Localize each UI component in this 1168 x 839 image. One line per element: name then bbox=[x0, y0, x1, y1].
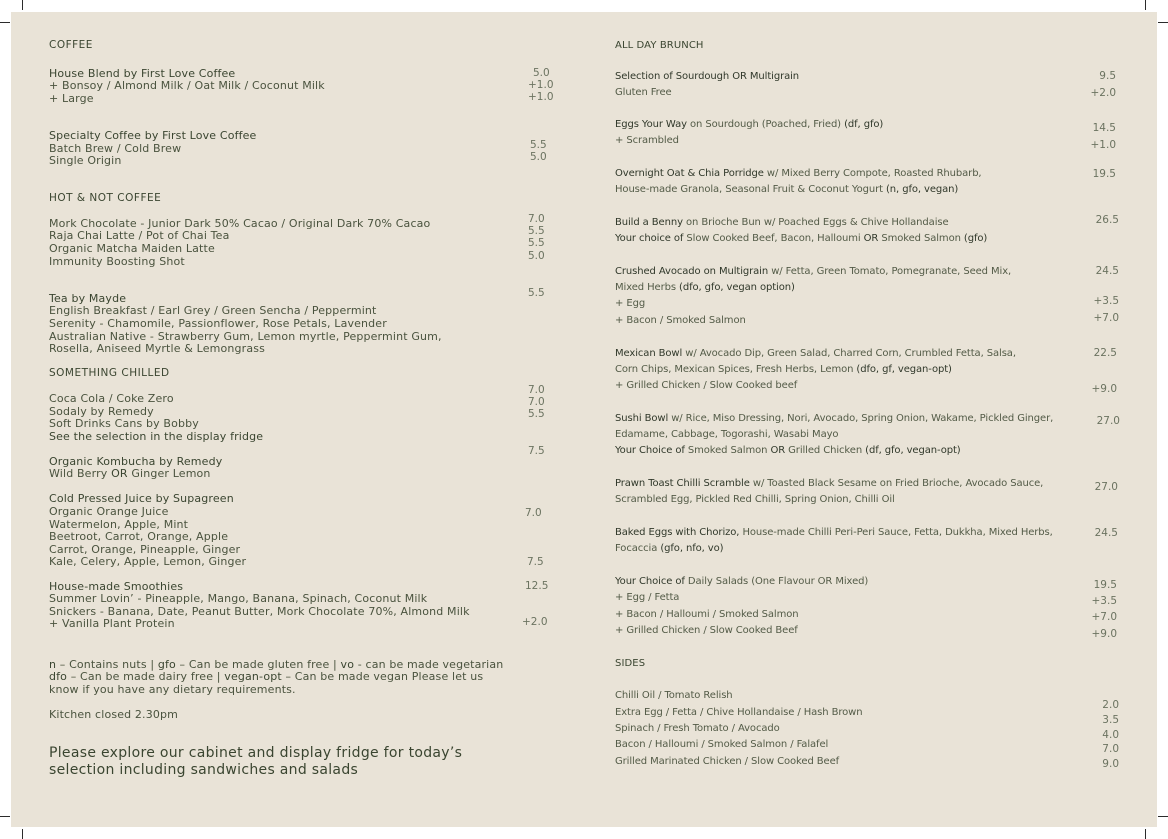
juice-price: 7.5 bbox=[527, 556, 544, 568]
eggs-scrambled: + Scrambled bbox=[615, 135, 679, 146]
juice-item: Kale, Celery, Apple, Lemon, Ginger bbox=[49, 555, 247, 568]
baked-eggs-line1: Baked Eggs with Chorizo, House-made Chilli Peri-Peri Sauce, Fetta, Dukkha, Mixed Herbs, bbox=[615, 527, 1053, 538]
house-blend-large: + Large bbox=[49, 92, 94, 105]
kombucha-title: Organic Kombucha by Remedy bbox=[49, 455, 223, 468]
salad-price: 19.5 bbox=[1093, 579, 1117, 591]
crop-mark bbox=[1145, 829, 1146, 839]
hot-price: 5.5 bbox=[528, 237, 545, 249]
benny-line2: Your choice of Slow Cooked Beef, Bacon, Halloumi OR Smoked Salmon (gfo) bbox=[615, 233, 988, 244]
side-item: Extra Egg / Fetta / Chive Hollandaise / Hash Brown bbox=[615, 707, 863, 718]
tea-price: 5.5 bbox=[528, 287, 545, 299]
mexican-addon: + Grilled Chicken / Slow Cooked beef bbox=[615, 380, 798, 391]
juice-item: Beetroot, Carrot, Orange, Apple bbox=[49, 530, 229, 543]
house-blend-title: House Blend by First Love Coffee bbox=[49, 67, 236, 80]
chilled-heading: SOMETHING CHILLED bbox=[49, 367, 170, 379]
mexican-addon-price: +9.0 bbox=[1091, 383, 1117, 395]
chilled-item: Coca Cola / Coke Zero bbox=[49, 392, 174, 405]
chilled-price: 7.0 bbox=[528, 396, 545, 408]
smoothie-price: 12.5 bbox=[525, 580, 549, 592]
juice-item: Watermelon, Apple, Mint bbox=[49, 518, 189, 531]
kombucha-flavours: Wild Berry OR Ginger Lemon bbox=[49, 467, 211, 480]
crop-mark bbox=[1158, 22, 1168, 23]
dietary-legend-line1: n – Contains nuts | gfo – Can be made gluten free | vo - can be made vegetarian bbox=[49, 658, 504, 671]
baked-eggs-price: 24.5 bbox=[1094, 527, 1118, 539]
kitchen-hours: Kitchen closed 2.30pm bbox=[49, 708, 178, 721]
mexican-line2: Corn Chips, Mexican Spices, Fresh Herbs, Lemon (dfo, gf, vegan-opt) bbox=[615, 364, 952, 375]
salad-addon-price: +9.0 bbox=[1091, 628, 1117, 640]
juice-item: Carrot, Orange, Pineapple, Ginger bbox=[49, 543, 241, 556]
house-blend-price: 5.0 bbox=[533, 67, 550, 79]
hot-item: Raja Chai Latte / Pot of Chai Tea bbox=[49, 229, 230, 242]
prawn-line1: Prawn Toast Chilli Scramble w/ Toasted Black Sesame on Fried Brioche, Avocado Sauce, bbox=[615, 478, 1044, 489]
crop-mark bbox=[22, 0, 23, 10]
sushi-price: 27.0 bbox=[1096, 415, 1120, 427]
sourdough-price: 9.5 bbox=[1099, 70, 1116, 82]
crop-mark bbox=[22, 829, 23, 839]
tea-item: Rosella, Aniseed Myrtle & Lemongrass bbox=[49, 342, 265, 355]
porridge-line1: Overnight Oat & Chia Porridge w/ Mixed Berry Compote, Roasted Rhubarb, bbox=[615, 168, 982, 179]
hot-item: Immunity Boosting Shot bbox=[49, 255, 185, 268]
juice-item: Organic Orange Juice bbox=[49, 505, 169, 518]
avocado-line1: Crushed Avocado on Multigrain w/ Fetta, Green Tomato, Pomegranate, Seed Mix, bbox=[615, 266, 1012, 277]
side-price: 4.0 bbox=[1102, 729, 1119, 741]
chilled-note: See the selection in the display fridge bbox=[49, 430, 264, 443]
hot-price: 5.5 bbox=[528, 225, 545, 237]
juice-title: Cold Pressed Juice by Supagreen bbox=[49, 492, 234, 505]
hot-heading: HOT & NOT COFFEE bbox=[49, 192, 162, 204]
avocado-bacon: + Bacon / Smoked Salmon bbox=[615, 315, 746, 326]
benny-line1: Build a Benny on Brioche Bun w/ Poached Eggs & Chive Hollandaise bbox=[615, 217, 949, 228]
side-item: Spinach / Fresh Tomato / Avocado bbox=[615, 723, 780, 734]
side-price: 9.0 bbox=[1102, 758, 1119, 770]
side-item: Grilled Marinated Chicken / Slow Cooked Beef bbox=[615, 756, 840, 767]
salad-addon: + Grilled Chicken / Slow Cooked Beef bbox=[615, 625, 798, 636]
avocado-egg: + Egg bbox=[615, 298, 646, 309]
cabinet-note-line1: Please explore our cabinet and display fridge for today’s bbox=[49, 745, 463, 761]
cabinet-note-line2: selection including sandwiches and salads bbox=[49, 762, 359, 778]
salads-line: Your Choice of Daily Salads (One Flavour OR Mixed) bbox=[615, 576, 869, 587]
specialty-price: 5.5 bbox=[530, 139, 547, 151]
sushi-line3: Your Choice of Smoked Salmon OR Grilled Chicken (df, gfo, vegan-opt) bbox=[615, 445, 961, 456]
hot-item: Mork Chocolate - Junior Dark 50% Cacao / Original Dark 70% Cacao bbox=[49, 217, 431, 230]
coffee-heading: COFFEE bbox=[49, 39, 93, 51]
avocado-egg-price: +3.5 bbox=[1093, 295, 1119, 307]
crop-mark bbox=[0, 22, 10, 23]
hot-item: Organic Matcha Maiden Latte bbox=[49, 242, 215, 255]
avocado-bacon-price: +7.0 bbox=[1093, 312, 1119, 324]
avocado-price: 24.5 bbox=[1095, 265, 1119, 277]
prawn-line2: Scrambled Egg, Pickled Red Chilli, Spring Onion, Chilli Oil bbox=[615, 494, 895, 505]
chilled-item: Sodaly by Remedy bbox=[49, 405, 154, 418]
sushi-line2: Edamame, Cabbage, Togorashi, Wasabi Mayo bbox=[615, 429, 839, 440]
mexican-price: 22.5 bbox=[1093, 347, 1117, 359]
specialty-title: Specialty Coffee by First Love Coffee bbox=[49, 129, 257, 142]
chilled-price: 7.0 bbox=[528, 384, 545, 396]
milk-addon-price: +1.0 bbox=[528, 79, 554, 91]
gluten-free-price: +2.0 bbox=[1090, 87, 1116, 99]
avocado-line2: Mixed Herbs (dfo, gfo, vegan option) bbox=[615, 282, 795, 293]
salad-addon-price: +3.5 bbox=[1091, 595, 1117, 607]
hot-price: 7.0 bbox=[528, 213, 545, 225]
sushi-line1: Sushi Bowl w/ Rice, Miso Dressing, Nori, Avocado, Spring Onion, Wakame, Pickled Ginger, bbox=[615, 413, 1054, 424]
tea-item: Serenity - Chamomile, Passionflower, Rose Petals, Lavender bbox=[49, 317, 387, 330]
smoothie-item: Snickers - Banana, Date, Peanut Butter, Mork Chocolate 70%, Almond Milk bbox=[49, 605, 470, 618]
specialty-item: Single Origin bbox=[49, 154, 122, 167]
specialty-item: Batch Brew / Cold Brew bbox=[49, 142, 182, 155]
benny-price: 26.5 bbox=[1095, 214, 1119, 226]
crop-mark bbox=[1158, 816, 1168, 817]
tea-item: English Breakfast / Earl Grey / Green Sencha / Peppermint bbox=[49, 304, 377, 317]
smoothie-item: + Vanilla Plant Protein bbox=[49, 617, 175, 630]
kombucha-price: 7.5 bbox=[528, 445, 545, 457]
smoothie-item: Summer Lovin’ - Pineapple, Mango, Banana, Spinach, Coconut Milk bbox=[49, 592, 428, 605]
baked-eggs-line2: Focaccia (gfo, nfo, vo) bbox=[615, 543, 724, 554]
mexican-line1: Mexican Bowl w/ Avocado Dip, Green Salad, Charred Corn, Crumbled Fetta, Salsa, bbox=[615, 348, 1016, 359]
salad-addon: + Bacon / Halloumi / Smoked Salmon bbox=[615, 609, 799, 620]
chilled-item: Soft Drinks Cans by Bobby bbox=[49, 417, 199, 430]
salad-addon: + Egg / Fetta bbox=[615, 592, 680, 603]
large-addon-price: +1.0 bbox=[528, 91, 554, 103]
side-item: Chilli Oil / Tomato Relish bbox=[615, 690, 733, 701]
side-price: 2.0 bbox=[1102, 699, 1119, 711]
brunch-heading: ALL DAY BRUNCH bbox=[615, 40, 704, 51]
specialty-price: 5.0 bbox=[530, 151, 547, 163]
sourdough-title: Selection of Sourdough OR Multigrain bbox=[615, 71, 800, 82]
tea-title: Tea by Mayde bbox=[49, 292, 127, 305]
smoothie-addon-price: +2.0 bbox=[522, 616, 548, 628]
scrambled-price: +1.0 bbox=[1090, 139, 1116, 151]
sides-heading: SIDES bbox=[615, 658, 646, 669]
side-price: 7.0 bbox=[1102, 743, 1119, 755]
hot-price: 5.0 bbox=[528, 250, 545, 262]
side-price: 3.5 bbox=[1102, 714, 1119, 726]
salad-addon-price: +7.0 bbox=[1091, 611, 1117, 623]
porridge-line2: House-made Granola, Seasonal Fruit & Coconut Yogurt (n, gfo, vegan) bbox=[615, 184, 959, 195]
juice-price: 7.0 bbox=[525, 507, 542, 519]
dietary-legend-line3: know if you have any dietary requirements. bbox=[49, 683, 296, 696]
house-blend-milks: + Bonsoy / Almond Milk / Oat Milk / Coconut Milk bbox=[49, 79, 325, 92]
prawn-price: 27.0 bbox=[1094, 481, 1118, 493]
porridge-price: 19.5 bbox=[1092, 168, 1116, 180]
chilled-price: 5.5 bbox=[528, 408, 545, 420]
crop-mark bbox=[0, 816, 10, 817]
eggs-line: Eggs Your Way on Sourdough (Poached, Fried) (df, gfo) bbox=[615, 119, 884, 130]
dietary-legend-line2: dfo – Can be made dairy free | vegan-opt – Can be made vegan Please let us bbox=[49, 670, 484, 683]
side-item: Bacon / Halloumi / Smoked Salmon / Falafel bbox=[615, 739, 829, 750]
eggs-price: 14.5 bbox=[1092, 122, 1116, 134]
sourdough-gf: Gluten Free bbox=[615, 87, 672, 98]
tea-item: Australian Native - Strawberry Gum, Lemon myrtle, Peppermint Gum, bbox=[49, 330, 442, 343]
crop-mark bbox=[1145, 0, 1146, 10]
smoothie-title: House-made Smoothies bbox=[49, 580, 184, 593]
